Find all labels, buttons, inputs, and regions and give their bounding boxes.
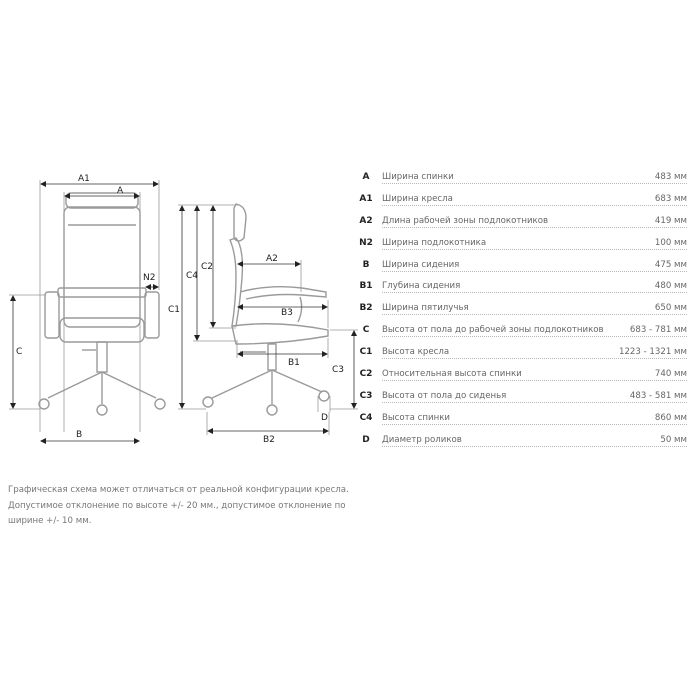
- dotted-leader: [382, 380, 687, 381]
- spec-value: 650 мм: [652, 303, 687, 313]
- spec-name: Длина рабочей зоны подлокотников: [382, 216, 551, 226]
- spec-value: 1223 - 1321 мм: [616, 347, 687, 357]
- label-c1: C1: [168, 305, 181, 315]
- dotted-leader: [382, 358, 687, 359]
- dotted-leader: [382, 314, 687, 315]
- spec-code: C: [362, 325, 370, 336]
- label-a1: A1: [78, 174, 90, 184]
- label-b3: B3: [281, 308, 293, 318]
- footnote-line: Допустимое отклонение по высоте +/- 20 мм., допустимое отклонение по: [8, 500, 346, 511]
- spec-code: B1: [359, 281, 373, 292]
- spec-row: [355, 170, 687, 192]
- spec-value: 683 мм: [652, 194, 687, 204]
- label-c4: C4: [186, 271, 199, 281]
- dotted-leader: [382, 205, 687, 206]
- spec-value: 50 мм: [657, 435, 687, 445]
- dotted-leader: [382, 336, 687, 337]
- spec-value: 483 мм: [652, 172, 687, 182]
- spec-value: 860 мм: [652, 413, 687, 423]
- label-n2: N2: [143, 273, 156, 283]
- dotted-leader: [382, 227, 687, 228]
- label-c2: C2: [201, 262, 214, 272]
- spec-code: A1: [359, 193, 373, 204]
- label-d: D: [321, 413, 328, 423]
- spec-name: Ширина подлокотника: [382, 238, 489, 248]
- spec-code: D: [362, 434, 370, 445]
- spec-row: [355, 323, 687, 345]
- label-a: A: [117, 186, 124, 196]
- spec-code: C3: [359, 390, 373, 401]
- label-b: B: [76, 430, 83, 440]
- dimension-labels: [16, 174, 344, 445]
- label-c3: C3: [332, 365, 345, 375]
- spec-name: Ширина пятилучья: [382, 303, 472, 313]
- spec-row: [355, 236, 687, 258]
- side-dimension-lines: [178, 205, 358, 435]
- spec-code: C4: [359, 412, 373, 423]
- dotted-leader: [382, 424, 687, 425]
- dotted-leader: [382, 402, 687, 403]
- footnote-line: ширине +/- 10 мм.: [8, 516, 92, 526]
- spec-code: N2: [359, 237, 373, 248]
- label-b2: B2: [263, 435, 275, 445]
- footnote-line: Графическая схема может отличаться от реальной конфигурации кресла.: [8, 485, 349, 495]
- spec-table: [355, 170, 687, 455]
- spec-code: A: [362, 172, 370, 182]
- spec-value: 683 - 781 мм: [627, 325, 687, 335]
- spec-name: Высота от пола до рабочей зоны подлокотников: [382, 325, 607, 335]
- dotted-leader: [382, 183, 687, 184]
- spec-row: [355, 411, 687, 433]
- dotted-leader: [382, 446, 687, 447]
- footnote: [8, 483, 358, 530]
- dotted-leader: [382, 249, 687, 250]
- spec-name: Глубина сидения: [382, 281, 463, 291]
- spec-row: [355, 258, 687, 280]
- chair-side-view: [203, 204, 329, 415]
- spec-name: Высота от пола до сиденья: [382, 391, 509, 401]
- spec-row: [355, 192, 687, 214]
- spec-name: Высота спинки: [382, 413, 453, 423]
- label-b1: B1: [288, 358, 300, 368]
- spec-code: A2: [359, 215, 373, 226]
- spec-value: 483 - 581 мм: [627, 391, 687, 401]
- label-a2: A2: [266, 254, 278, 264]
- spec-row: [355, 433, 687, 455]
- chair-dimension-diagram: [0, 0, 360, 460]
- spec-value: 100 мм: [652, 238, 687, 248]
- spec-row: [355, 345, 687, 367]
- spec-name: Ширина сидения: [382, 260, 462, 270]
- spec-code: C2: [359, 369, 373, 380]
- front-dimension-lines: [9, 180, 159, 441]
- spec-name: Высота кресла: [382, 347, 452, 357]
- spec-value: 475 мм: [652, 260, 687, 270]
- spec-name: Диаметр роликов: [382, 435, 465, 445]
- spec-value: 740 мм: [652, 369, 687, 379]
- spec-code: B2: [359, 303, 373, 314]
- spec-name: Относительная высота спинки: [382, 369, 525, 379]
- spec-code: B: [362, 259, 370, 270]
- dotted-leader: [382, 292, 687, 293]
- label-c: C: [16, 347, 23, 357]
- spec-name: Ширина кресла: [382, 194, 456, 204]
- spec-row: [355, 279, 687, 301]
- spec-row: [355, 367, 687, 389]
- dotted-leader: [382, 271, 687, 272]
- spec-row: [355, 214, 687, 236]
- spec-code: C1: [359, 347, 373, 358]
- spec-value: 480 мм: [652, 281, 687, 291]
- spec-value: 419 мм: [652, 216, 687, 226]
- spec-row: [355, 301, 687, 323]
- chair-front-view: [39, 193, 165, 415]
- spec-name: Ширина спинки: [382, 172, 457, 182]
- spec-row: [355, 389, 687, 411]
